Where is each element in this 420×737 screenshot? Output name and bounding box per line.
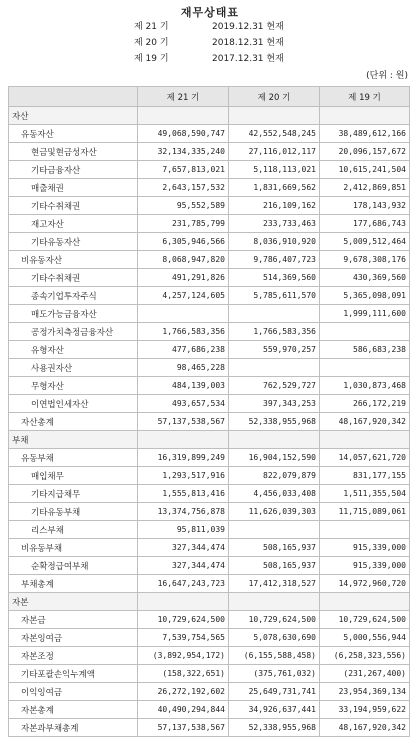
column-header: [9, 87, 138, 107]
row-value: [229, 305, 320, 323]
row-label: 유동자산: [9, 125, 138, 143]
table-row: [9, 503, 410, 521]
column-header: 제 20 기: [229, 87, 320, 107]
row-label: 리스부채: [9, 521, 138, 539]
table-row: [9, 251, 410, 269]
row-label: 순확정급여부채: [9, 557, 138, 575]
unit-note: (단위 : 원): [366, 71, 408, 81]
row-value: 33,194,959,622: [320, 701, 410, 719]
table-row: [9, 161, 410, 179]
table-row: [9, 359, 410, 377]
row-value: 42,552,548,245: [229, 125, 320, 143]
row-value: 5,000,556,944: [320, 629, 410, 647]
row-value: 2,643,157,532: [138, 179, 229, 197]
row-value: 5,785,611,570: [229, 287, 320, 305]
row-label: 자본: [9, 593, 138, 611]
row-value: 14,972,960,720: [320, 575, 410, 593]
row-value: [138, 107, 229, 125]
period-list: [0, 19, 420, 67]
row-value: [320, 323, 410, 341]
row-value: 1,766,583,356: [229, 323, 320, 341]
row-value: 430,369,560: [320, 269, 410, 287]
period-date: 2018.12.31 현재: [212, 38, 284, 48]
row-value: [229, 359, 320, 377]
row-value: 17,412,318,527: [229, 575, 320, 593]
table-row: [9, 485, 410, 503]
row-value: 9,786,407,723: [229, 251, 320, 269]
row-value: 2,412,869,851: [320, 179, 410, 197]
table-row: [9, 125, 410, 143]
row-value: 11,626,039,303: [229, 503, 320, 521]
row-value: 7,539,754,565: [138, 629, 229, 647]
table-row: [9, 557, 410, 575]
row-value: 6,305,946,566: [138, 233, 229, 251]
row-label: 이연법인세자산: [9, 395, 138, 413]
row-value: 8,068,947,820: [138, 251, 229, 269]
row-value: 48,167,920,342: [320, 413, 410, 431]
period-row: [0, 19, 420, 35]
row-value: 16,647,243,723: [138, 575, 229, 593]
row-value: 95,811,039: [138, 521, 229, 539]
row-value: 1,511,355,504: [320, 485, 410, 503]
row-value: 20,096,157,672: [320, 143, 410, 161]
row-value: 13,374,756,878: [138, 503, 229, 521]
row-value: 508,165,937: [229, 557, 320, 575]
column-header: 제 21 기: [138, 87, 229, 107]
row-value: 48,167,920,342: [320, 719, 410, 737]
row-value: 493,657,534: [138, 395, 229, 413]
statement-title: 재무상태표: [180, 6, 240, 19]
table-row: [9, 215, 410, 233]
row-value: (375,761,032): [229, 665, 320, 683]
row-value: 491,291,826: [138, 269, 229, 287]
table-row: [9, 593, 410, 611]
row-value: 559,970,257: [229, 341, 320, 359]
row-value: 1,831,669,562: [229, 179, 320, 197]
table-row: [9, 521, 410, 539]
row-value: 10,729,624,500: [229, 611, 320, 629]
row-label: 기타유동자산: [9, 233, 138, 251]
balance-sheet-table: [8, 86, 410, 737]
table-row: [9, 377, 410, 395]
row-value: (231,267,400): [320, 665, 410, 683]
row-value: 4,257,124,605: [138, 287, 229, 305]
row-value: 178,143,932: [320, 197, 410, 215]
row-value: 233,733,463: [229, 215, 320, 233]
row-value: [229, 593, 320, 611]
row-value: 10,729,624,500: [138, 611, 229, 629]
row-value: 34,926,637,441: [229, 701, 320, 719]
row-label: 자본조정: [9, 647, 138, 665]
row-value: 4,456,033,408: [229, 485, 320, 503]
row-label: 기타지급채무: [9, 485, 138, 503]
row-label: 유동부채: [9, 449, 138, 467]
row-value: 915,339,000: [320, 539, 410, 557]
row-value: 5,118,113,021: [229, 161, 320, 179]
table-row: [9, 701, 410, 719]
row-label: 자산총계: [9, 413, 138, 431]
row-value: 508,165,937: [229, 539, 320, 557]
row-value: 27,116,012,117: [229, 143, 320, 161]
row-label: 자본금: [9, 611, 138, 629]
row-value: 98,465,228: [138, 359, 229, 377]
row-value: 397,343,253: [229, 395, 320, 413]
row-value: 26,272,192,602: [138, 683, 229, 701]
row-label: 종속기업투자주식: [9, 287, 138, 305]
row-label: 비유동자산: [9, 251, 138, 269]
table-row: [9, 269, 410, 287]
column-header: 제 19 기: [320, 87, 410, 107]
row-value: 327,344,474: [138, 539, 229, 557]
table-row: [9, 665, 410, 683]
row-value: 32,134,335,240: [138, 143, 229, 161]
row-value: 38,489,612,166: [320, 125, 410, 143]
row-value: (6,258,323,556): [320, 647, 410, 665]
row-value: [229, 431, 320, 449]
row-label: 매도가능금융자산: [9, 305, 138, 323]
row-value: 327,344,474: [138, 557, 229, 575]
row-value: 762,529,727: [229, 377, 320, 395]
row-value: 57,137,538,567: [138, 719, 229, 737]
table-row: [9, 179, 410, 197]
row-label: 사용권자산: [9, 359, 138, 377]
table-body: [9, 107, 410, 737]
period-label: 제 21 기: [134, 22, 169, 32]
row-value: 95,552,589: [138, 197, 229, 215]
row-value: 477,686,238: [138, 341, 229, 359]
row-value: 1,555,813,416: [138, 485, 229, 503]
table-row: [9, 395, 410, 413]
row-value: 5,365,098,091: [320, 287, 410, 305]
row-value: 266,172,219: [320, 395, 410, 413]
table-row: [9, 197, 410, 215]
row-label: 자산: [9, 107, 138, 125]
table-row: [9, 323, 410, 341]
row-label: 부채총계: [9, 575, 138, 593]
period-row: [0, 51, 420, 67]
period-label: 제 20 기: [134, 38, 169, 48]
row-value: [320, 431, 410, 449]
row-value: 10,729,624,500: [320, 611, 410, 629]
table-row: [9, 611, 410, 629]
row-value: 16,904,152,590: [229, 449, 320, 467]
row-label: 자본과부채총계: [9, 719, 138, 737]
period-date: 2017.12.31 현재: [212, 54, 284, 64]
row-value: 831,177,155: [320, 467, 410, 485]
row-value: 23,954,369,134: [320, 683, 410, 701]
row-value: 216,109,162: [229, 197, 320, 215]
row-value: [320, 593, 410, 611]
row-label: 매입채무: [9, 467, 138, 485]
row-value: 1,999,111,600: [320, 305, 410, 323]
row-value: 52,338,955,968: [229, 413, 320, 431]
row-value: 25,649,731,741: [229, 683, 320, 701]
row-value: [320, 107, 410, 125]
row-label: 기타수취채권: [9, 269, 138, 287]
table-row: [9, 287, 410, 305]
row-label: 현금및현금성자산: [9, 143, 138, 161]
row-value: 177,686,743: [320, 215, 410, 233]
period-row: [0, 35, 420, 51]
row-value: 57,137,538,567: [138, 413, 229, 431]
row-value: [229, 521, 320, 539]
row-label: 자본잉여금: [9, 629, 138, 647]
row-label: 기타금융자산: [9, 161, 138, 179]
row-value: 11,715,089,061: [320, 503, 410, 521]
row-label: 공정가치측정금융자산: [9, 323, 138, 341]
row-label: 부채: [9, 431, 138, 449]
row-value: [320, 359, 410, 377]
row-value: 1,293,517,916: [138, 467, 229, 485]
row-value: 9,678,308,176: [320, 251, 410, 269]
row-value: 514,369,560: [229, 269, 320, 287]
row-value: 915,339,000: [320, 557, 410, 575]
period-date: 2019.12.31 현재: [212, 22, 284, 32]
row-value: 484,139,003: [138, 377, 229, 395]
row-value: 49,068,590,747: [138, 125, 229, 143]
row-value: (6,155,588,458): [229, 647, 320, 665]
table-row: [9, 305, 410, 323]
row-value: 10,615,241,504: [320, 161, 410, 179]
row-label: 유형자산: [9, 341, 138, 359]
row-value: [138, 431, 229, 449]
row-label: 매출채권: [9, 179, 138, 197]
row-value: (3,892,954,172): [138, 647, 229, 665]
table-row: [9, 467, 410, 485]
row-value: (158,322,651): [138, 665, 229, 683]
row-value: 8,036,910,920: [229, 233, 320, 251]
table-row: [9, 107, 410, 125]
row-label: 이익잉여금: [9, 683, 138, 701]
row-label: 재고자산: [9, 215, 138, 233]
table-row: [9, 719, 410, 737]
row-value: [229, 107, 320, 125]
table-row: [9, 449, 410, 467]
table-row: [9, 233, 410, 251]
row-value: [138, 593, 229, 611]
row-value: 822,079,879: [229, 467, 320, 485]
table-row: [9, 431, 410, 449]
row-label: 기타포괄손익누계액: [9, 665, 138, 683]
row-label: 비유동부채: [9, 539, 138, 557]
period-label: 제 19 기: [134, 54, 169, 64]
table-row: [9, 143, 410, 161]
row-value: [138, 305, 229, 323]
row-label: 무형자산: [9, 377, 138, 395]
row-value: 14,057,621,720: [320, 449, 410, 467]
row-label: 자본총계: [9, 701, 138, 719]
table-row: [9, 647, 410, 665]
row-value: 231,785,799: [138, 215, 229, 233]
row-value: 586,683,238: [320, 341, 410, 359]
row-value: 1,030,873,468: [320, 377, 410, 395]
row-value: 7,657,813,021: [138, 161, 229, 179]
table-row: [9, 683, 410, 701]
table-row: [9, 539, 410, 557]
table-header-row: [9, 87, 410, 107]
row-label: 기타수취채권: [9, 197, 138, 215]
row-value: 16,319,899,249: [138, 449, 229, 467]
row-value: 5,078,630,690: [229, 629, 320, 647]
table-row: [9, 413, 410, 431]
row-value: 40,490,294,844: [138, 701, 229, 719]
row-value: 1,766,583,356: [138, 323, 229, 341]
row-label: 기타유동부채: [9, 503, 138, 521]
table-row: [9, 575, 410, 593]
row-value: 5,009,512,464: [320, 233, 410, 251]
row-value: 52,338,955,968: [229, 719, 320, 737]
table-row: [9, 341, 410, 359]
row-value: [320, 521, 410, 539]
table-row: [9, 629, 410, 647]
